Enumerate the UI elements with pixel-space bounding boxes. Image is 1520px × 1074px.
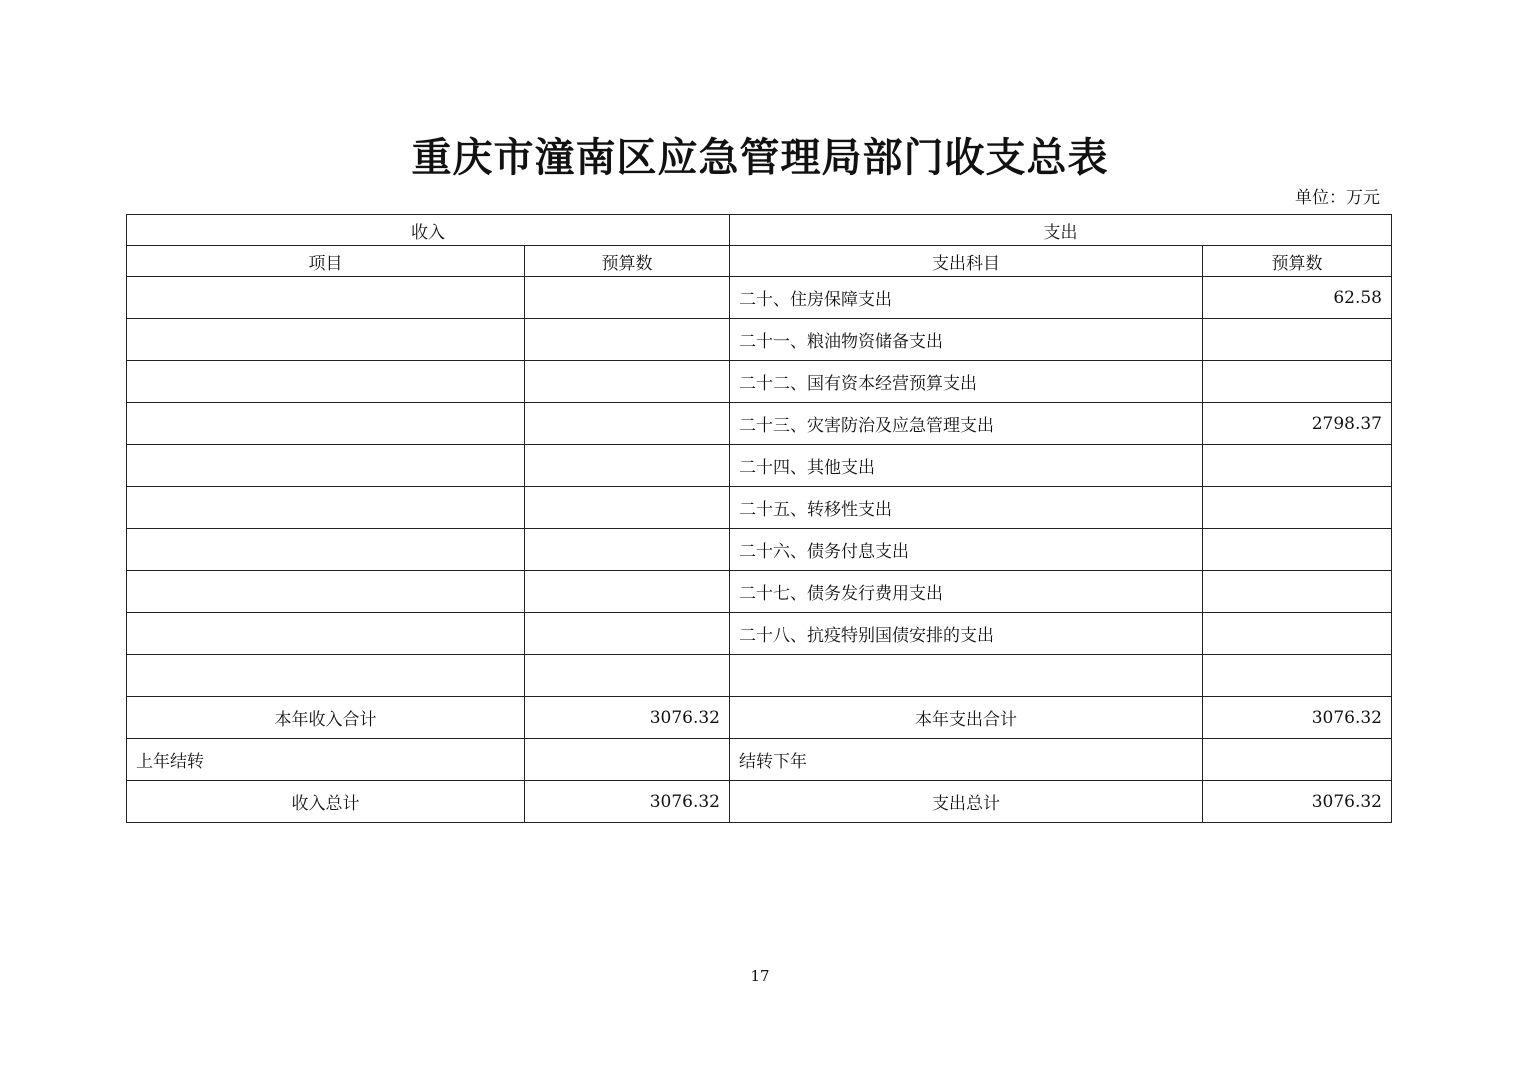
- expense-budget-column-header: 预算数: [1203, 246, 1392, 277]
- income-item-cell: [127, 361, 525, 403]
- expense-item-cell: 二十七、债务发行费用支出: [730, 571, 1203, 613]
- expense-amount-cell: 2798.37: [1203, 403, 1392, 445]
- expense-amount-cell: 62.58: [1203, 277, 1392, 319]
- expense-item-cell: 二十一、粮油物资储备支出: [730, 319, 1203, 361]
- carry-out-label: 结转下年: [730, 739, 1203, 781]
- income-amount-cell: [525, 445, 730, 487]
- expense-item-cell: 二十、住房保障支出: [730, 277, 1203, 319]
- grand-total-row: [127, 781, 1392, 823]
- table-row: [127, 403, 1392, 445]
- grand-income-label: 收入总计: [127, 781, 525, 823]
- expense-item-cell: 二十六、债务付息支出: [730, 529, 1203, 571]
- income-amount-cell: [525, 571, 730, 613]
- income-item-cell: [127, 277, 525, 319]
- income-item-cell: [127, 487, 525, 529]
- unit-label: 单位：万元: [1295, 188, 1380, 208]
- income-amount-cell: [525, 319, 730, 361]
- expense-amount-cell: [1203, 655, 1392, 697]
- expense-item-cell: 二十三、灾害防治及应急管理支出: [730, 403, 1203, 445]
- expense-amount-cell: [1203, 487, 1392, 529]
- income-amount-cell: [525, 403, 730, 445]
- expense-subject-column-header: 支出科目: [730, 246, 1203, 277]
- table-row: [127, 571, 1392, 613]
- expense-amount-cell: [1203, 571, 1392, 613]
- income-item-cell: [127, 319, 525, 361]
- expense-item-cell: [730, 655, 1203, 697]
- year-expense-value: 3076.32: [1203, 697, 1392, 739]
- column-header-row: [127, 246, 1392, 277]
- income-amount-cell: [525, 277, 730, 319]
- year-income-value: 3076.32: [525, 697, 730, 739]
- expense-amount-cell: [1203, 445, 1392, 487]
- carry-in-label: 上年结转: [127, 739, 525, 781]
- budget-summary-table: [126, 214, 1392, 823]
- income-amount-cell: [525, 529, 730, 571]
- expense-item-cell: 二十八、抗疫特别国债安排的支出: [730, 613, 1203, 655]
- income-budget-column-header: 预算数: [525, 246, 730, 277]
- income-item-cell: [127, 613, 525, 655]
- table-row: [127, 361, 1392, 403]
- income-item-cell: [127, 403, 525, 445]
- page-number: 17: [750, 967, 770, 985]
- expense-section-header: 支出: [730, 215, 1392, 246]
- income-amount-cell: [525, 613, 730, 655]
- income-amount-cell: [525, 487, 730, 529]
- carry-over-row: [127, 739, 1392, 781]
- expense-amount-cell: [1203, 361, 1392, 403]
- table-row: [127, 277, 1392, 319]
- table-row: [127, 655, 1392, 697]
- table-row: [127, 319, 1392, 361]
- table-row: [127, 529, 1392, 571]
- year-income-label: 本年收入合计: [127, 697, 525, 739]
- income-section-header: 收入: [127, 215, 730, 246]
- expense-item-cell: 二十五、转移性支出: [730, 487, 1203, 529]
- item-column-header: 项目: [127, 246, 525, 277]
- income-item-cell: [127, 655, 525, 697]
- page-title: 重庆市潼南区应急管理局部门收支总表: [411, 134, 1109, 181]
- expense-amount-cell: [1203, 613, 1392, 655]
- year-expense-label: 本年支出合计: [730, 697, 1203, 739]
- year-total-row: [127, 697, 1392, 739]
- section-header-row: [127, 215, 1392, 246]
- income-amount-cell: [525, 361, 730, 403]
- expense-item-cell: 二十四、其他支出: [730, 445, 1203, 487]
- income-amount-cell: [525, 655, 730, 697]
- table-row: [127, 445, 1392, 487]
- income-item-cell: [127, 571, 525, 613]
- grand-expense-value: 3076.32: [1203, 781, 1392, 823]
- carry-in-value: [525, 739, 730, 781]
- table-row: [127, 487, 1392, 529]
- expense-item-cell: 二十二、国有资本经营预算支出: [730, 361, 1203, 403]
- expense-amount-cell: [1203, 319, 1392, 361]
- carry-out-value: [1203, 739, 1392, 781]
- grand-expense-label: 支出总计: [730, 781, 1203, 823]
- expense-amount-cell: [1203, 529, 1392, 571]
- table-row: [127, 613, 1392, 655]
- grand-income-value: 3076.32: [525, 781, 730, 823]
- income-item-cell: [127, 529, 525, 571]
- income-item-cell: [127, 445, 525, 487]
